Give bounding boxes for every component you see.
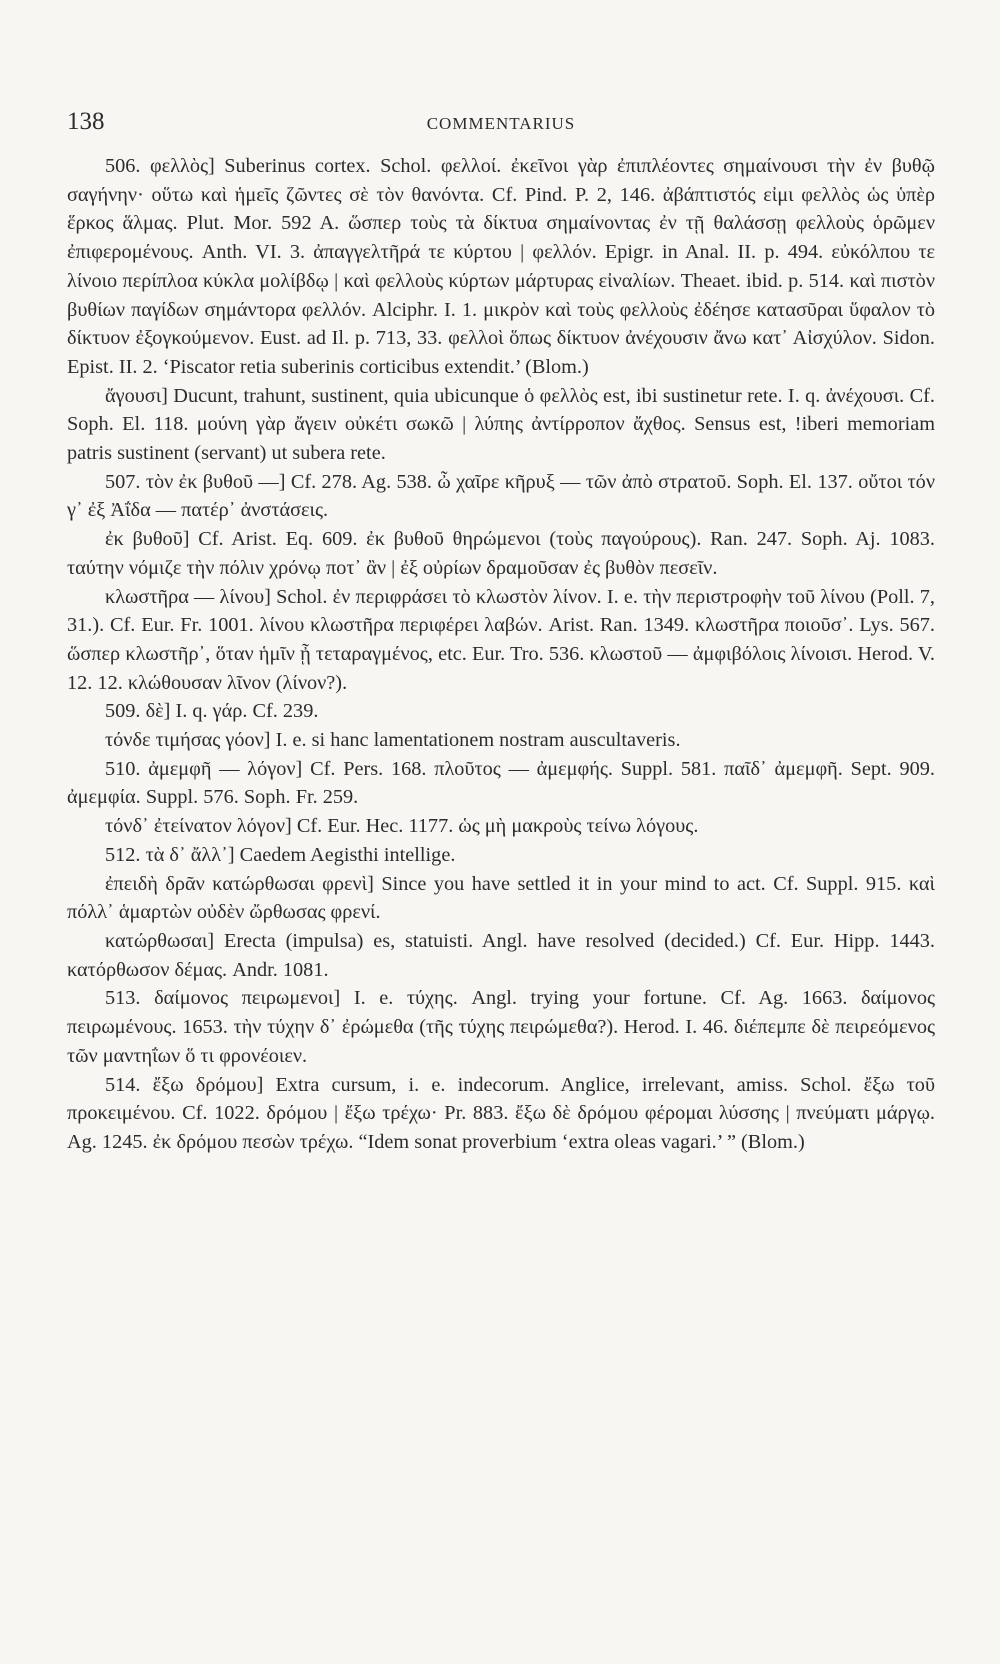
commentary-page xyxy=(67,100,935,1157)
note-506-phellos: 506. φελλὸς] Suberinus cortex. Schol. φελλοί. ἐκεῖνοι γὰρ ἐπιπλέοντες σημαίνουσι τὴν ἐν βυθῷ σαγήνην· οὕτω καὶ ἡμεῖς ζῶντες σὲ τὸν θανόντα. Cf. Pind. P. 2, 146. ἀβάπτιστός εἰμι φελλὸς ὡς ὑπὲρ ἕρκος ἅλμας. Plut. Mor. 592 A. ὥσπερ τοὺς τὰ δίκτυα σημαίνοντας ἐν τῇ θαλάσσῃ φελλοὺς ὁρῶμεν ἐπιφερομένους. Anth. VI. 3. ἀπαγγελτῆρά τε κύρτου | φελλόν. Epigr. in Anal. II. p. 494. εὐκόλπου τε λίνοιο περίπλοα κύκλα μολίβδῳ | καὶ φελλοὺς κύρτων μάρτυρας εἰναλίων. Theaet. ibid. p. 514. καὶ πιστὸν βυθίων παγίδων σημάντορα φελλόν. Alciphr. I. 1. μικρὸν καὶ τοὺς φελλοὺς ἐδέησε κατασῦραι ὕφαλον τὸ δίκτυον ἐξογκούμενον. Eust. ad Il. p. 713, 33. φελλοὶ ὅπως δίκτυον ἀνέχουσιν ἄνω κατ᾽ Αἰσχύλον. Sidon. Epist. II. 2. ‘Piscator retia suberinis corticibus extendit.’ (Blom.) xyxy=(67,155,935,378)
note-tond-eteinaton: τόνδ᾽ ἐτείνατον λόγον] Cf. Eur. Hec. 1177. ὡς μὴ μακροὺς τείνω λόγους. xyxy=(105,815,699,838)
note-507-ton-ek-bythou: 507. τὸν ἐκ βυθοῦ —] Cf. 278. Ag. 538. ὦ χαῖρε κῆρυξ — τῶν ἀπὸ στρατοῦ. Soph. El. 137. οὔτοι τόν γ᾽ ἐξ Ἀΐδα — πατέρ᾽ ἀνστάσεις. xyxy=(67,470,935,522)
note-509-de: 509. δὲ] I. q. γάρ. Cf. 239. xyxy=(105,700,319,723)
running-title: COMMENTARIUS xyxy=(426,114,576,133)
page-header xyxy=(67,100,935,140)
note-ek-bythou: ἐκ βυθοῦ] Cf. Arist. Eq. 609. ἐκ βυθοῦ θηρώμενοι (τοὺς παγούρους). Ran. 247. Soph. Aj. 1083. ταύτην νόμιζε τὴν πόλιν χρόνῳ ποτ᾽ ἂν | ἐξ οὐρίων δραμοῦσαν ἐς βυθὸν πεσεῖν. xyxy=(67,528,935,579)
note-agousi: ἄγουσι] Ducunt, trahunt, sustinent, quia ubicunque ὁ φελλὸς est, ibi sustinetur rete. I. q. ἀνέχουσι. Cf. Soph. El. 118. μούνη γὰρ ἄγειν οὐκέτι σωκῶ | λύπης ἀντίρροπον ἄχθος. Sensus est, !iberi memoriam patris sustinent (servant) ut subera rete. xyxy=(67,384,935,465)
commentary-body xyxy=(67,152,935,1157)
note-510-amemphe: 510. ἀμεμφῆ — λόγον] Cf. Pers. 168. πλοῦτος — ἀμεμφής. Suppl. 581. παῖδ᾽ ἀμεμφῆ. Sept. 909. ἀμεμφία. Suppl. 576. Soph. Fr. 259. xyxy=(67,757,935,809)
note-katorthosai: κατώρθωσαι] Erecta (impulsa) es, statuisti. Angl. have resolved (decided.) Cf. Eur. Hipp. 1443. κατόρθωσον δέμας. Andr. 1081. xyxy=(67,929,935,981)
note-tonde-timesas: τόνδε τιμήσας γόον] I. e. si hanc lamentationem nostram auscultaveris. xyxy=(105,729,681,752)
note-512-ta-d-all: 512. τὰ δ᾽ ἄλλ᾽] Caedem Aegisthi intellige. xyxy=(105,843,456,866)
note-epeide-dran: ἐπειδὴ δρᾶν κατώρθωσαι φρενὶ] Since you have settled it in your mind to act. Cf. Suppl. 915. καὶ πόλλ᾽ ἁμαρτὼν οὐδὲν ὤρθωσας φρενί. xyxy=(67,872,935,924)
note-klosteera-linou: κλωστῆρα — λίνου] Schol. ἐν περιφράσει τὸ κλωστὸν λίνον. I. e. τὴν περιστροφὴν τοῦ λίνου (Poll. 7, 31.). Cf. Eur. Fr. 1001. λίνου κλωστῆρα περιφέρει λαβών. Arist. Ran. 1349. κλωστῆρα ποιοῦσ᾽. Lys. 567. ὥσπερ κλωστῆρ᾽, ὅταν ἡμῖν ᾖ τεταραγμένος, etc. Eur. Tro. 536. κλωστοῦ — ἀμφιβόλοις λίνοισι. Herod. V. 12. 12. κλώθουσαν λῖνον (λίνον?). xyxy=(67,585,935,694)
page-number: 138 xyxy=(67,108,105,135)
note-513-daimonos: 513. δαίμονος πειρωμενοι] I. e. τύχης. Angl. trying your fortune. Cf. Ag. 1663. δαίμονος πειρωμένους. 1653. τὴν τύχην δ᾽ ἐρώμεθα (τῆς τύχης πειρώμεθα?). Herod. I. 46. διέπεμπε δὲ πειρεόμενος τῶν μαντηΐων ὅ τι φρονέοιεν. xyxy=(67,987,935,1067)
note-514-exo-dromou: 514. ἔξω δρόμου] Extra cursum, i. e. indecorum. Anglice, irrelevant, amiss. Schol. ἔξω τοῦ προκειμένου. Cf. 1022. δρόμου | ἔξω τρέχω· Pr. 883. ἔξω δὲ δρόμου φέρομαι λύσσης | πνεύματι μάργῳ. Ag. 1245. ἐκ δρόμου πεσὼν τρέχω. “Idem sonat proverbium ‘extra oleas vagari.’ ” (Blom.) xyxy=(67,1073,935,1153)
